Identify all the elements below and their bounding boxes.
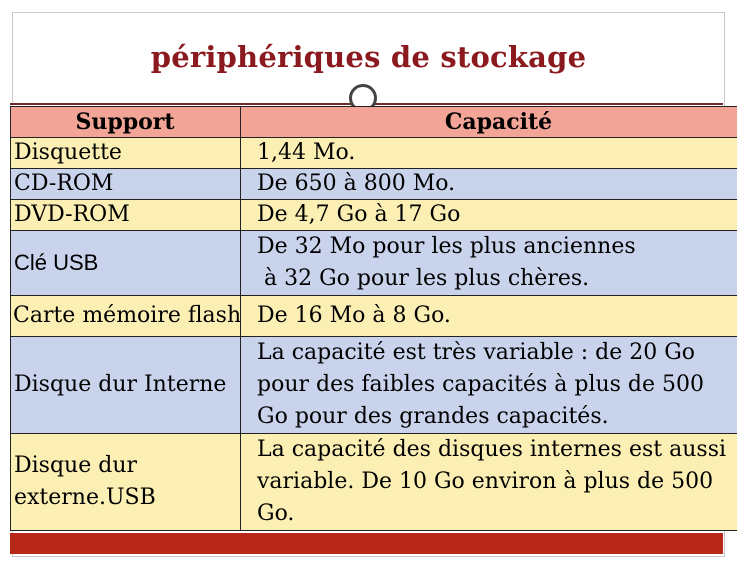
header-capacite: Capacité — [241, 107, 737, 138]
cell-line: La capacité des disques internes est aussi — [257, 437, 727, 462]
table-row — [11, 231, 737, 296]
cell-line: Go pour des grandes capacités. — [257, 404, 609, 429]
cell-line: Go. — [257, 501, 295, 526]
cell-support: Carte mémoire flash — [11, 296, 241, 337]
cell-capacite — [241, 434, 737, 531]
cell-support: DVD-ROM — [11, 200, 241, 231]
cell-line: La capacité est très variable : de 20 Go — [257, 340, 696, 365]
table-row — [11, 169, 737, 200]
cell-capacite: De 16 Mo à 8 Go. — [241, 296, 737, 337]
cell-capacite — [241, 337, 737, 434]
cell-support: Clé USB — [11, 231, 241, 296]
cell-line: Disque dur — [14, 453, 137, 478]
storage-table — [10, 106, 737, 531]
table-row — [11, 337, 737, 434]
cell-support: CD-ROM — [11, 169, 241, 200]
footer-bar — [10, 533, 723, 554]
cell-capacite: De 4,7 Go à 17 Go — [241, 200, 737, 231]
cell-capacite: De 650 à 800 Mo. — [241, 169, 737, 200]
table-row — [11, 200, 737, 231]
cell-line: à 32 Go pour les plus chères. — [257, 266, 590, 291]
cell-capacite — [241, 231, 737, 296]
cell-line: externe.USB — [14, 485, 156, 510]
cell-line: De 32 Mo pour les plus anciennes — [257, 234, 636, 259]
cell-capacite: 1,44 Mo. — [241, 138, 737, 169]
header-support: Support — [11, 107, 241, 138]
cell-support: Disquette — [11, 138, 241, 169]
table-row — [11, 296, 737, 337]
cell-support — [11, 434, 241, 531]
table-header-row — [11, 107, 737, 138]
cell-line: pour des faibles capacités à plus de 500 — [257, 372, 705, 397]
page-title: périphériques de stockage — [150, 40, 587, 74]
table-row — [11, 434, 737, 531]
table-row — [11, 138, 737, 169]
cell-support: Disque dur Interne — [11, 337, 241, 434]
cell-line: variable. De 10 Go environ à plus de 500 — [257, 469, 714, 494]
